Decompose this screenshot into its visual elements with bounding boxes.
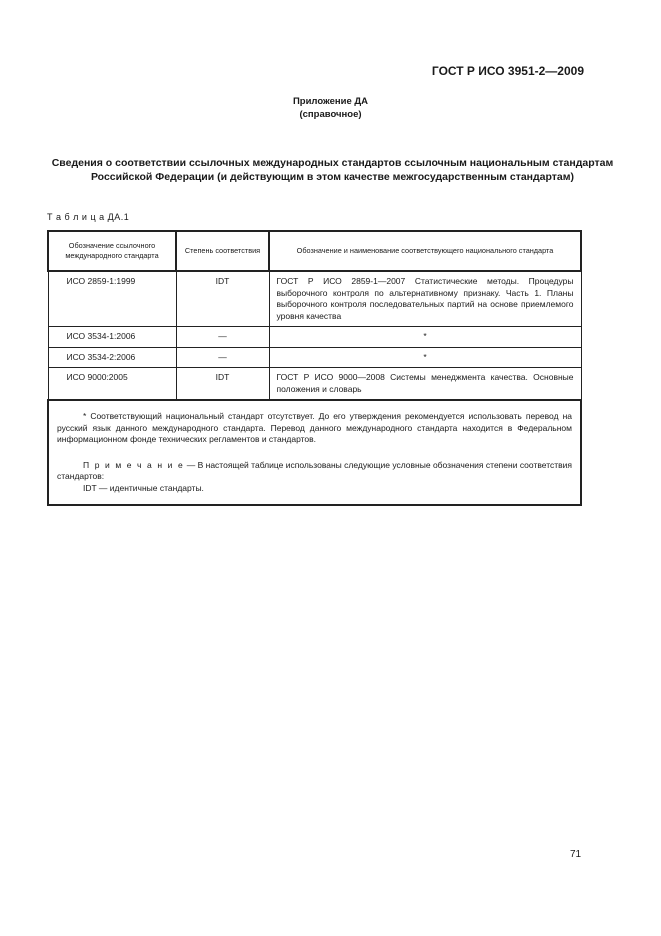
standard-code: ГОСТ Р ИСО 3951-2—2009: [431, 64, 584, 78]
note-paragraph: [57, 460, 572, 483]
cell-national: ГОСТ Р ИСО 2859-1—2007 Статистические методы. Процедуры выборочного контроля по альтернативному признаку. Часть 1. Планы выборочного контроля последовательных партий на основе приемлемого уровня качества: [269, 271, 581, 327]
cell-degree: IDT: [176, 368, 269, 401]
annex-heading: [0, 95, 661, 121]
table-footer-row: [48, 400, 581, 505]
cell-national: ГОСТ Р ИСО 9000—2008 Системы менеджмента качества. Основные положения и словарь: [269, 368, 581, 401]
legend-idt: IDT — идентичные стандарты.: [83, 482, 204, 493]
note-text: — В настоящей таблице использованы следующие условные обозначения степени соответствия стандартов:: [57, 459, 573, 481]
table-row: [48, 368, 581, 401]
correspondence-table: [47, 230, 582, 506]
cell-code: ИСО 3534-2:2006: [48, 347, 176, 368]
document-title: Сведения о соответствии ссылочных международных стандартов ссылочным национальным стандартам Российской Федерации (и действующим в этом качестве межгосударственным стандартам): [51, 157, 614, 183]
table-caption: Т а б л и ц а ДА.1: [47, 212, 130, 222]
cell-code: ИСО 9000:2005: [48, 368, 176, 401]
cell-degree: —: [176, 327, 269, 348]
table-header-row: [48, 231, 581, 271]
table-row: [48, 271, 581, 327]
cell-national: *: [269, 327, 581, 348]
table-row: [48, 327, 581, 348]
cell-code: ИСО 3534-1:2006: [48, 327, 176, 348]
cell-degree: —: [176, 347, 269, 368]
header-national-standard: Обозначение и наименование соответствующего национального стандарта: [269, 231, 581, 271]
table-row: [48, 347, 581, 368]
cell-degree: IDT: [176, 271, 269, 327]
annex-title: Приложение ДА: [292, 96, 369, 107]
header-reference-standard: Обозначение ссылочного международного стандарта: [48, 231, 176, 271]
cell-national: *: [269, 347, 581, 368]
note-label: П р и м е ч а н и е: [83, 459, 185, 470]
header-degree: Степень соответствия: [176, 231, 269, 271]
page-number: 71: [570, 849, 582, 860]
footnote-text: * Соответствующий национальный стандарт отсутствует. До его утверждения рекомендуется использовать перевод на русский язык данного международного стандарта. Перевод данного международного стандарта находится в Федеральном информационном фонде технических регламентов и стандартов.: [57, 411, 572, 444]
annex-subtitle: (справочное): [299, 109, 362, 120]
cell-code: ИСО 2859-1:1999: [48, 271, 176, 327]
table-footer: [48, 400, 581, 505]
